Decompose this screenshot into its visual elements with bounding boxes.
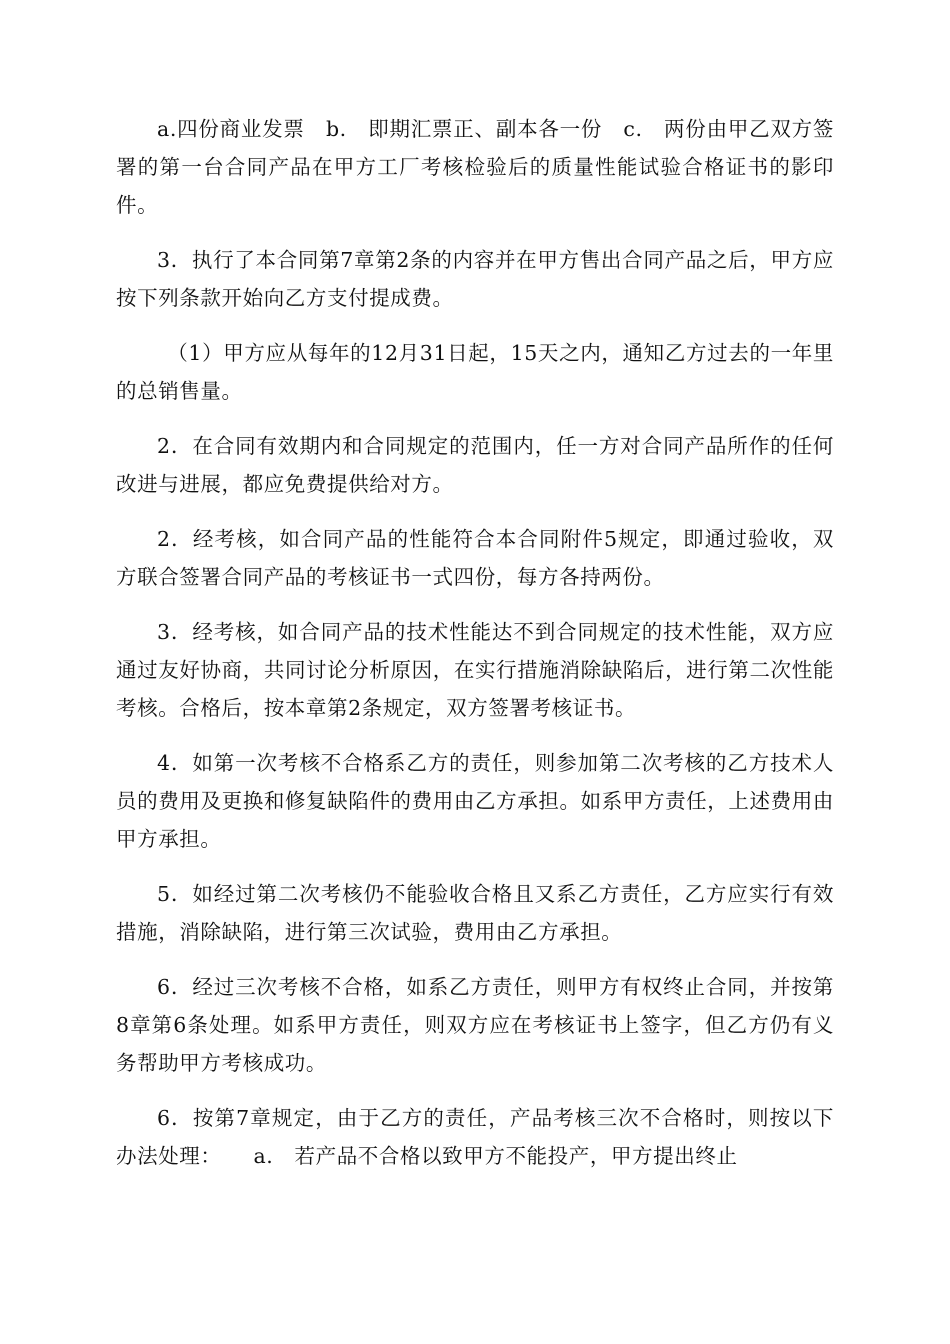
paragraph-royalty-payment: 3．执行了本合同第7章第2条的内容并在甲方售出合同产品之后，甲方应按下列条款开始向乙方支付提成费。 [116,248,834,310]
paragraph-improvements: 2．在合同有效期内和合同规定的范围内，任一方对合同产品所作的任何改进与进展，都应免费提供给对方。 [116,434,834,496]
paragraph-first-failure-costs: 4．如第一次考核不合格系乙方的责任，则参加第二次考核的乙方技术人员的费用及更换和修复缺陷件的费用由乙方承担。如系甲方责任，上述费用由甲方承担。 [116,751,834,851]
paragraph-annual-sales-notice: （1）甲方应从每年的12月31日起，15天之内，通知乙方过去的一年里的总销售量。 [116,341,834,403]
paragraph-termination-right: 6．经过三次考核不合格，如系乙方责任，则甲方有权终止合同，并按第8章第6条处理。如系甲方责任，则双方应在考核证书上签字，但乙方仍有义务帮助甲方考核成功。 [116,975,834,1075]
paragraph-failure-handling: 6．按第7章规定，由于乙方的责任，产品考核三次不合格时，则按以下办法处理： a. 若产品不合格以致甲方不能投产，甲方提出终止 [116,1106,834,1168]
paragraph-documents-list: a.四份商业发票 b. 即期汇票正、副本各一份 c. 两份由甲乙双方签署的第一台合同产品在甲方工厂考核检验后的质量性能试验合格证书的影印件。 [116,117,834,217]
document-body [116,110,834,1192]
paragraph-second-test: 3．经考核，如合同产品的技术性能达不到合同规定的技术性能，双方应通过友好协商，共同讨论分析原因，在实行措施消除缺陷后，进行第二次性能考核。合格后，按本章第2条规定，双方签署考核证书。 [116,620,834,720]
paragraph-acceptance: 2．经考核，如合同产品的性能符合本合同附件5规定，即通过验收，双方联合签署合同产品的考核证书一式四份，每方各持两份。 [116,527,834,589]
paragraph-third-test: 5．如经过第二次考核仍不能验收合格且又系乙方责任，乙方应实行有效措施，消除缺陷，进行第三次试验，费用由乙方承担。 [116,882,834,944]
